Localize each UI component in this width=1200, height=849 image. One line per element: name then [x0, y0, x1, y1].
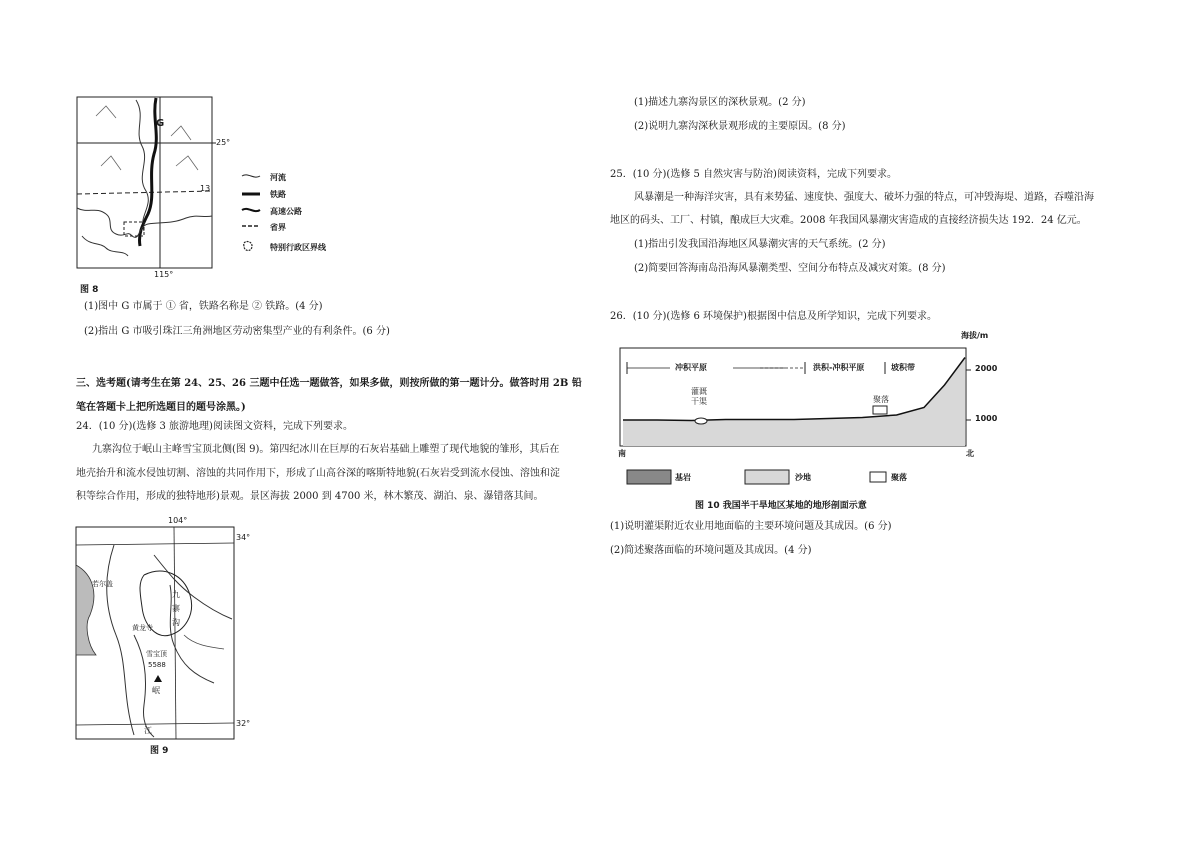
q24-part1: (1)描述九寨沟景区的深秋景观。(2 分) — [634, 97, 806, 108]
q24-para-3: 积等综合作用，形成的独特地形)景观。景区海拔 2000 到 4700 米，林木繁茂、湖泊、泉、瀑错落其间。 — [76, 491, 544, 502]
legend-bedrock: 基岩 — [675, 473, 691, 482]
q25-part1: (1)指出引发我国沿海地区风暴潮灾害的天气系统。(2 分) — [634, 239, 886, 250]
y-tick-1000: 1000 — [975, 414, 998, 423]
zone-pluvial-alluvial: 洪积-冲积平原 — [813, 363, 865, 372]
lon-104-label: 104° — [168, 516, 188, 525]
lat-32-label: 32° — [236, 719, 251, 728]
south-label: 南 — [618, 449, 626, 458]
figure-8-map — [76, 96, 366, 296]
section3-line1: 三、选考题(请考生在第 24、25、26 三题中任选一题做答，如果多做，则按所做的第一题计分。做答时用 2B 铅 — [76, 378, 582, 389]
y-axis-label: 海拔/m — [961, 331, 989, 340]
legend-sand-swatch — [745, 470, 789, 484]
lat-25-label: 25° — [216, 138, 231, 147]
y-tick-2000: 2000 — [975, 364, 998, 373]
q24-para-1: 九寨沟位于岷山主峰雪宝顶北侧(图 9)。第四纪冰川在巨厚的石灰岩基础上雕塑了现代地貌的雏形，其后在 — [92, 444, 560, 455]
city-g-label: G — [156, 118, 165, 129]
canal-label-2: 干渠 — [691, 397, 707, 406]
place-zoige: 若尔盖 — [92, 580, 113, 588]
legend-province: 省界 — [270, 223, 286, 232]
q26-part2: (2)简述聚落面临的环境问题及其成因。(4 分) — [610, 545, 812, 556]
section3-line2: 笔在答题卡上把所选题目的题号涂黑。) — [76, 402, 246, 413]
q25-title: 25．(10 分)(选修 5 自然灾害与防治)阅读资料，完成下列要求。 — [610, 169, 897, 180]
zone-alluvial: 冲积平原 — [675, 363, 707, 372]
peak-name: 雪宝顶 — [146, 650, 167, 658]
figure-10-profile — [615, 328, 1015, 518]
mountain-min: 岷 — [152, 686, 160, 695]
legend-special: 特别行政区界线 — [270, 243, 326, 252]
place-jiu: 九 — [172, 590, 180, 599]
figure-8-caption: 图 8 — [80, 285, 99, 295]
q23-part1: (1)图中 G 市属于 ① 省，铁路名称是 ② 铁路。(4 分) — [84, 301, 323, 312]
figure-9 — [74, 515, 274, 755]
canal-label-1: 灌溉 — [691, 387, 707, 396]
lon-115-label: 115° — [154, 270, 174, 279]
legend-highway: 高速公路 — [270, 207, 302, 216]
q24-title: 24．(10 分)(选修 3 旅游地理)阅读图文资料，完成下列要求。 — [76, 421, 353, 432]
settlement-marker — [873, 406, 887, 414]
place-huanglong: 黄龙寺 — [132, 624, 153, 632]
lat-34-label: 34° — [236, 533, 251, 542]
figure-10 — [615, 328, 1015, 518]
q25-para-2: 地区的码头、工厂、村镇，酿成巨大灾难。2008 年我国风暴潮灾害造成的直接经济损失达 192．24 亿元。 — [610, 215, 1087, 226]
place-gou: 沟 — [172, 618, 180, 627]
river-jiang: 江 — [144, 726, 152, 735]
peak-height: 5588 — [148, 661, 166, 669]
legend-village-swatch — [870, 472, 886, 482]
figure-8 — [76, 96, 366, 296]
edge-mark: 13 — [200, 184, 211, 193]
q25-part2: (2)简要回答海南岛沿海风暴潮类型、空间分布特点及减灾对策。(8 分) — [634, 263, 946, 274]
legend-village: 聚落 — [891, 473, 907, 482]
north-label: 北 — [966, 449, 974, 458]
zone-colluvial: 坡积带 — [891, 363, 915, 372]
figure-9-caption: 图 9 — [150, 746, 169, 756]
canal-marker — [695, 418, 707, 424]
legend-sand: 沙地 — [795, 473, 811, 482]
q26-part1: (1)说明灌渠附近农业用地面临的主要环境问题及其成因。(6 分) — [610, 521, 892, 532]
q23-part2: (2)指出 G 市吸引珠江三角洲地区劳动密集型产业的有利条件。(6 分) — [84, 326, 390, 337]
legend-bedrock-swatch — [627, 470, 671, 484]
q26-title: 26．(10 分)(选修 6 环境保护)根据图中信息及所学知识，完成下列要求。 — [610, 311, 937, 322]
legend-river: 河流 — [270, 173, 286, 182]
settlement-label: 聚落 — [873, 395, 889, 404]
place-zhai: 寨 — [172, 604, 180, 613]
q24-para-2: 地壳抬升和流水侵蚀切割、溶蚀的共同作用下，形成了山高谷深的喀斯特地貌(石灰岩受到流水侵蚀、溶蚀和淀 — [76, 468, 560, 479]
q24-part2: (2)说明九寨沟深秋景观形成的主要原因。(8 分) — [634, 121, 846, 132]
figure-10-caption: 图 10 我国半干旱地区某地的地形剖面示意 — [695, 501, 867, 511]
legend-railway: 铁路 — [270, 190, 286, 199]
q25-para-1: 风暴潮是一种海洋灾害，具有来势猛、速度快、强度大、破坏力强的特点，可冲毁海堤、道路，吞噬沿海 — [634, 192, 1094, 203]
